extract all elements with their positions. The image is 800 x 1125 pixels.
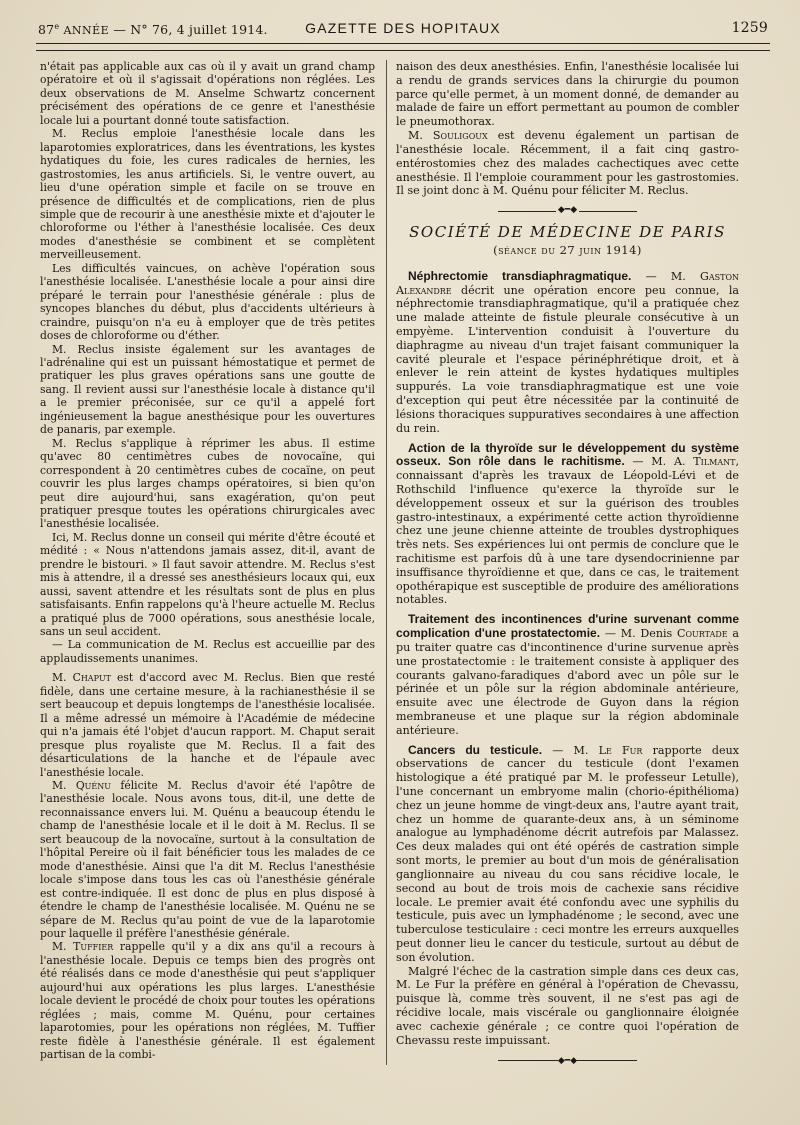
paragraph: Malgré l'échec de la castration simple dans ces deux cas, M. Le Fur la préfère en général à l'opération de Chevassu, puisque là, comme très souvent, il ne s'est pas agi de récidive locale, mais viscérale ou ganglionnaire éloignée avec cachexie générale ; ce contre quoi l'opération de Chevassu reste impuissant.	[396, 964, 739, 1047]
section-date: (séance du 27 juin 1914)	[493, 242, 642, 257]
author-name: Le Fur	[598, 743, 643, 757]
issue-date: — N° 76, 4 juillet 1914.	[113, 22, 268, 38]
year-suffix: e	[54, 22, 60, 31]
section-title: SOCIÉTÉ DE MÉDECINE DE PARIS	[409, 223, 726, 242]
year-number: 87	[38, 22, 55, 38]
report-dash: — M. A.	[624, 455, 694, 469]
report-title: Traitement des incontinences d'urine survenant comme complication d'une prostatectomie.	[396, 612, 739, 641]
paragraph	[40, 940, 375, 1061]
report-text: a pu traiter quatre cas d'incontinence d'urine survenue après une prostatectomie : le traitement consiste à appliquer des courants galvano-faradiques d'abord avec un pôle sur le périnée et un pôle sur la région abdominale antérieure, ensuite avec une électrode de Guyon dans la région membraneuse et une plaque sur la région abdominale antérieure.	[396, 627, 739, 737]
report-paragraph	[396, 744, 739, 965]
ornament-rule	[577, 1060, 637, 1061]
paragraph: M. Reclus s'applique à réprimer les abus. Il estime qu'avec 80 centimètres cubes de novocaïne, qui correspondent à 20 centimètres cubes de cocaïne, on peut couvrir les plus larges champs opératoires, si bien qu'on peut dire aujourd'hui, sans exagération, qu'on peut pratiquer presque toutes les opérations chirurgicales avec l'anesthésie localisée.	[40, 436, 375, 531]
paragraph	[396, 129, 739, 198]
paragraph-text: est devenu également un partisan de l'anesthésie locale. Récemment, il a fait cinq gastro-entérostomies chez des malades cachectiques avec cette anesthésie. Il l'emploie couramment pour les gastrostomies. Il se joint donc à M. Quénu pour féliciter M. Reclus.	[396, 129, 739, 198]
paragraph: naison des deux anesthésies. Enfin, l'anesthésie localisée lui a rendu de grands services dans la chirurgie du poumon parce qu'elle permet, à un moment donné, de demander au malade de faire un effort permettant au poumon de combler le pneumothorax.	[396, 60, 739, 129]
speaker-name: M. Tuffier	[52, 940, 114, 954]
speaker-name: M. Chaput	[52, 671, 111, 685]
journal-title: GAZETTE DES HOPITAUX	[305, 20, 501, 36]
author-name: Tilmant	[693, 455, 736, 469]
report-title: Néphrectomie transdiaphragmatique.	[408, 268, 632, 283]
speaker-name: M. Souligoux	[408, 129, 488, 143]
paragraph: n'était pas applicable aux cas où il y avait un grand champ opératoire et où il s'agissait d'opérations non réglées. Les deux observations de M. Anselme Schwartz concernent précisément des opérations de ce genre et l'anesthésie locale lui a pourtant donné toute satisfaction.	[40, 60, 375, 127]
left-column	[40, 60, 375, 1062]
report-dash: — M. Denis	[600, 627, 677, 641]
end-ornament	[396, 1053, 739, 1069]
paragraph: M. Reclus insiste également sur les avantages de l'adrénaline qui est un puissant hémostatique et permet de pratiquer les plus graves opérations sans une goutte de sang. Il revient aussi sur l'anesthésie locale à distance qu'il a le premier préconisée, sur ce qu'il a appelé fort ingénieusement la bague anesthésique pour les ouvertures de panaris, par exemple.	[40, 342, 375, 437]
header-double-rule	[36, 43, 770, 51]
ornament-rule	[498, 211, 556, 212]
report-title: Action de la thyroïde sur le développement du système osseux. Son rôle dans le rachitisme.	[396, 440, 739, 469]
paragraph: Ici, M. Reclus donne un conseil qui mérite d'être écouté et médité : « Nous n'attendons jamais assez, dit-il, avant de prendre le bistouri. » Il faut savoir attendre. M. Reclus s'est mis à attendre, il a dressé ses anesthésieurs locaux qui, eux aussi, savent attendre et les résultats sont de plus en plus satisfaisants. Enfin rappelons qu'à l'heure actuelle M. Reclus a pratiqué plus de 7000 opérations, sous anesthésie locale, sans un seul accident.	[40, 530, 375, 639]
page-number: 1259	[731, 20, 768, 36]
report-paragraph	[396, 442, 739, 608]
paragraph-text: rappelle qu'il y a dix ans qu'il a recours à l'anesthésie locale. Depuis ce temps bien des progrès ont été réalisés dans ce mode d'anesthésie qui peut s'appliquer aujourd'hui aux opérations les plus larges. L'anesthésie locale devient le procédé de choix pour toutes les opérations réglées ; mais, comme M. Quénu, pour certaines laparotomies, pour les opérations non réglées, M. Tuffier reste fidèle à l'anesthésie générale. Il est également partisan de la combi-	[40, 940, 375, 1062]
ornament-rule	[579, 211, 637, 212]
ornament-glyph: ◆━◆	[557, 1056, 578, 1067]
report-paragraph	[396, 270, 739, 436]
section-ornament	[396, 204, 739, 218]
report-text: décrit une opération encore peu connue, la néphrectomie transdiaphragmatique, qu'il a pratiquée chez une malade atteinte de fistule pleurale consécutive à un empyème. L'intervention conduisit à l'ouverture du diaphragme au niveau d'un trajet faisant communiquer la cavité pleurale et l'espace périnéphrétique droit, et à enlever le rein atteint de kystes hydatiques multiples suppurés. La voie transdiaphragmatique est une voie d'exception qui peut être nécessitée par la continuité de lésions thoraciques suppuratives secondaires à une affection du rein.	[396, 283, 739, 435]
report-dash: — M.	[631, 269, 700, 283]
report-paragraph	[396, 613, 739, 737]
author-name: Gaston Alexandre	[396, 269, 739, 297]
ornament-rule	[498, 1060, 558, 1061]
speaker-name: M. Quénu	[52, 779, 111, 793]
ornament-glyph: ◆━◆	[557, 205, 578, 216]
report-text: , connaissant d'après les travaux de Léopold-Lévi et de Rothschild l'influence qu'exerce la thyroïde sur le développement osseux et sur la guérison des troubles gastro-intestinaux, a expérimenté cette action thyroïdienne chez une jeune chienne atteinte de troubles dystrophiques très nets. Ses expériences lui ont permis de conclure que le rachitisme est parfois dû à une tare dysendocrinienne par insuffisance thyroïdienne et que, dans ce cas, le traitement opothérapique est susceptible de produire des améliorations notables.	[396, 455, 739, 607]
report-dash: — M.	[542, 743, 599, 757]
paragraph	[40, 671, 375, 779]
paragraph: Les difficultés vaincues, on achève l'opération sous l'anesthésie localisée. L'anesthésie locale a pour ainsi dire préparé le terrain pour l'anesthésie générale : plus de syncopes blanches du début, plus d'accidents ultérieurs à craindre, puisqu'on n'a eu à employer que de très petites doses de chloroforme ou d'éther.	[40, 261, 375, 343]
report-title: Cancers du testicule.	[408, 742, 543, 757]
paragraph-text: est d'accord avec M. Reclus. Bien que resté fidèle, dans une certaine mesure, à la rachianesthésie il se sert beaucoup et depuis longtemps de l'anesthésie localisée. Il a même adressé un mémoire à l'Académie de médecine qui n'a jamais été l'objet d'aucun rapport. M. Chaput serait presque plus royaliste que M. Reclus. Il a fait des désarticulations de la hanche et de l'épaule avec l'anesthésie locale.	[40, 671, 375, 779]
column-divider	[386, 60, 387, 1065]
right-column	[396, 60, 739, 1069]
paragraph-text: félicite M. Reclus d'avoir été l'apôtre de l'anesthésie locale. Nous avons tous, dit-il, une dette de reconnaissance envers lui. M. Quénu a beaucoup étendu le champ de l'anesthésie locale et il le doit à M. Reclus. Il se sert beaucoup de la novocaïne, surtout à la consultation de l'hôpital Pereire où il fait bénéficier tous les malades de ce mode d'anesthésie. Ainsi que l'a dit M. Reclus l'anesthésie locale s'impose dans tous les cas où l'anesthésie générale est contre-indiquée. Il est donc de plus en plus disposé à étendre le champ de l'anesthésie localisée. M. Quénu ne se sépare de M. Reclus qu'au point de vue de la laparotomie pour laquelle il préfère l'anesthésie générale.	[40, 779, 375, 940]
annee-label: ANNÉE	[63, 24, 110, 38]
running-head	[38, 18, 768, 42]
author-name: Courtade	[677, 627, 728, 641]
paragraph: — La communication de M. Reclus est accueillie par des applaudissements unanimes.	[40, 638, 375, 665]
report-text: rapporte deux observations de cancer du testicule (dont l'examen histologique a été pratiqué par M. le professeur Letulle), l'une concernant un embryome malin (chorio-épithélioma) chez un jeune homme de vingt-deux ans, l'autre ayant trait, chez un homme de quarante-deux ans, à un séminome analogue au lymphadénome décrit autrefois par Malassez. Ces deux malades qui ont été opérés de castration simple sont morts, le premier au bout d'un mois de généralisation ganglionnaire au niveau du cou sans récidive locale, le second au bout de trois mois de cachexie sans récidive locale. Le premier avait été confondu avec une syphilis du testicule, puis avec un lymphadénome ; le second, avec une tuberculose testiculaire : ceci montre les erreurs auxquelles peut donner lieu le cancer du testicule, surtout au début de son évolution.	[396, 743, 740, 964]
paragraph: M. Reclus emploie l'anesthésie locale dans les laparotomies exploratrices, dans les éventrations, les kystes hydatiques du foie, les cures radicales de hernies, les gastrostomies, les anus artificiels. Si, le ventre ouvert, au lieu d'une opération simple et facile on se trouve en présence de difficultés et de complications, rien de plus simple que de recourir à une anesthésie mixte et d'ajouter le chloroforme ou l'éther à l'anesthésie localisée. Ces deux modes d'anesthésie se combinent et se complètent merveilleusement.	[40, 127, 375, 262]
paragraph	[40, 779, 375, 940]
